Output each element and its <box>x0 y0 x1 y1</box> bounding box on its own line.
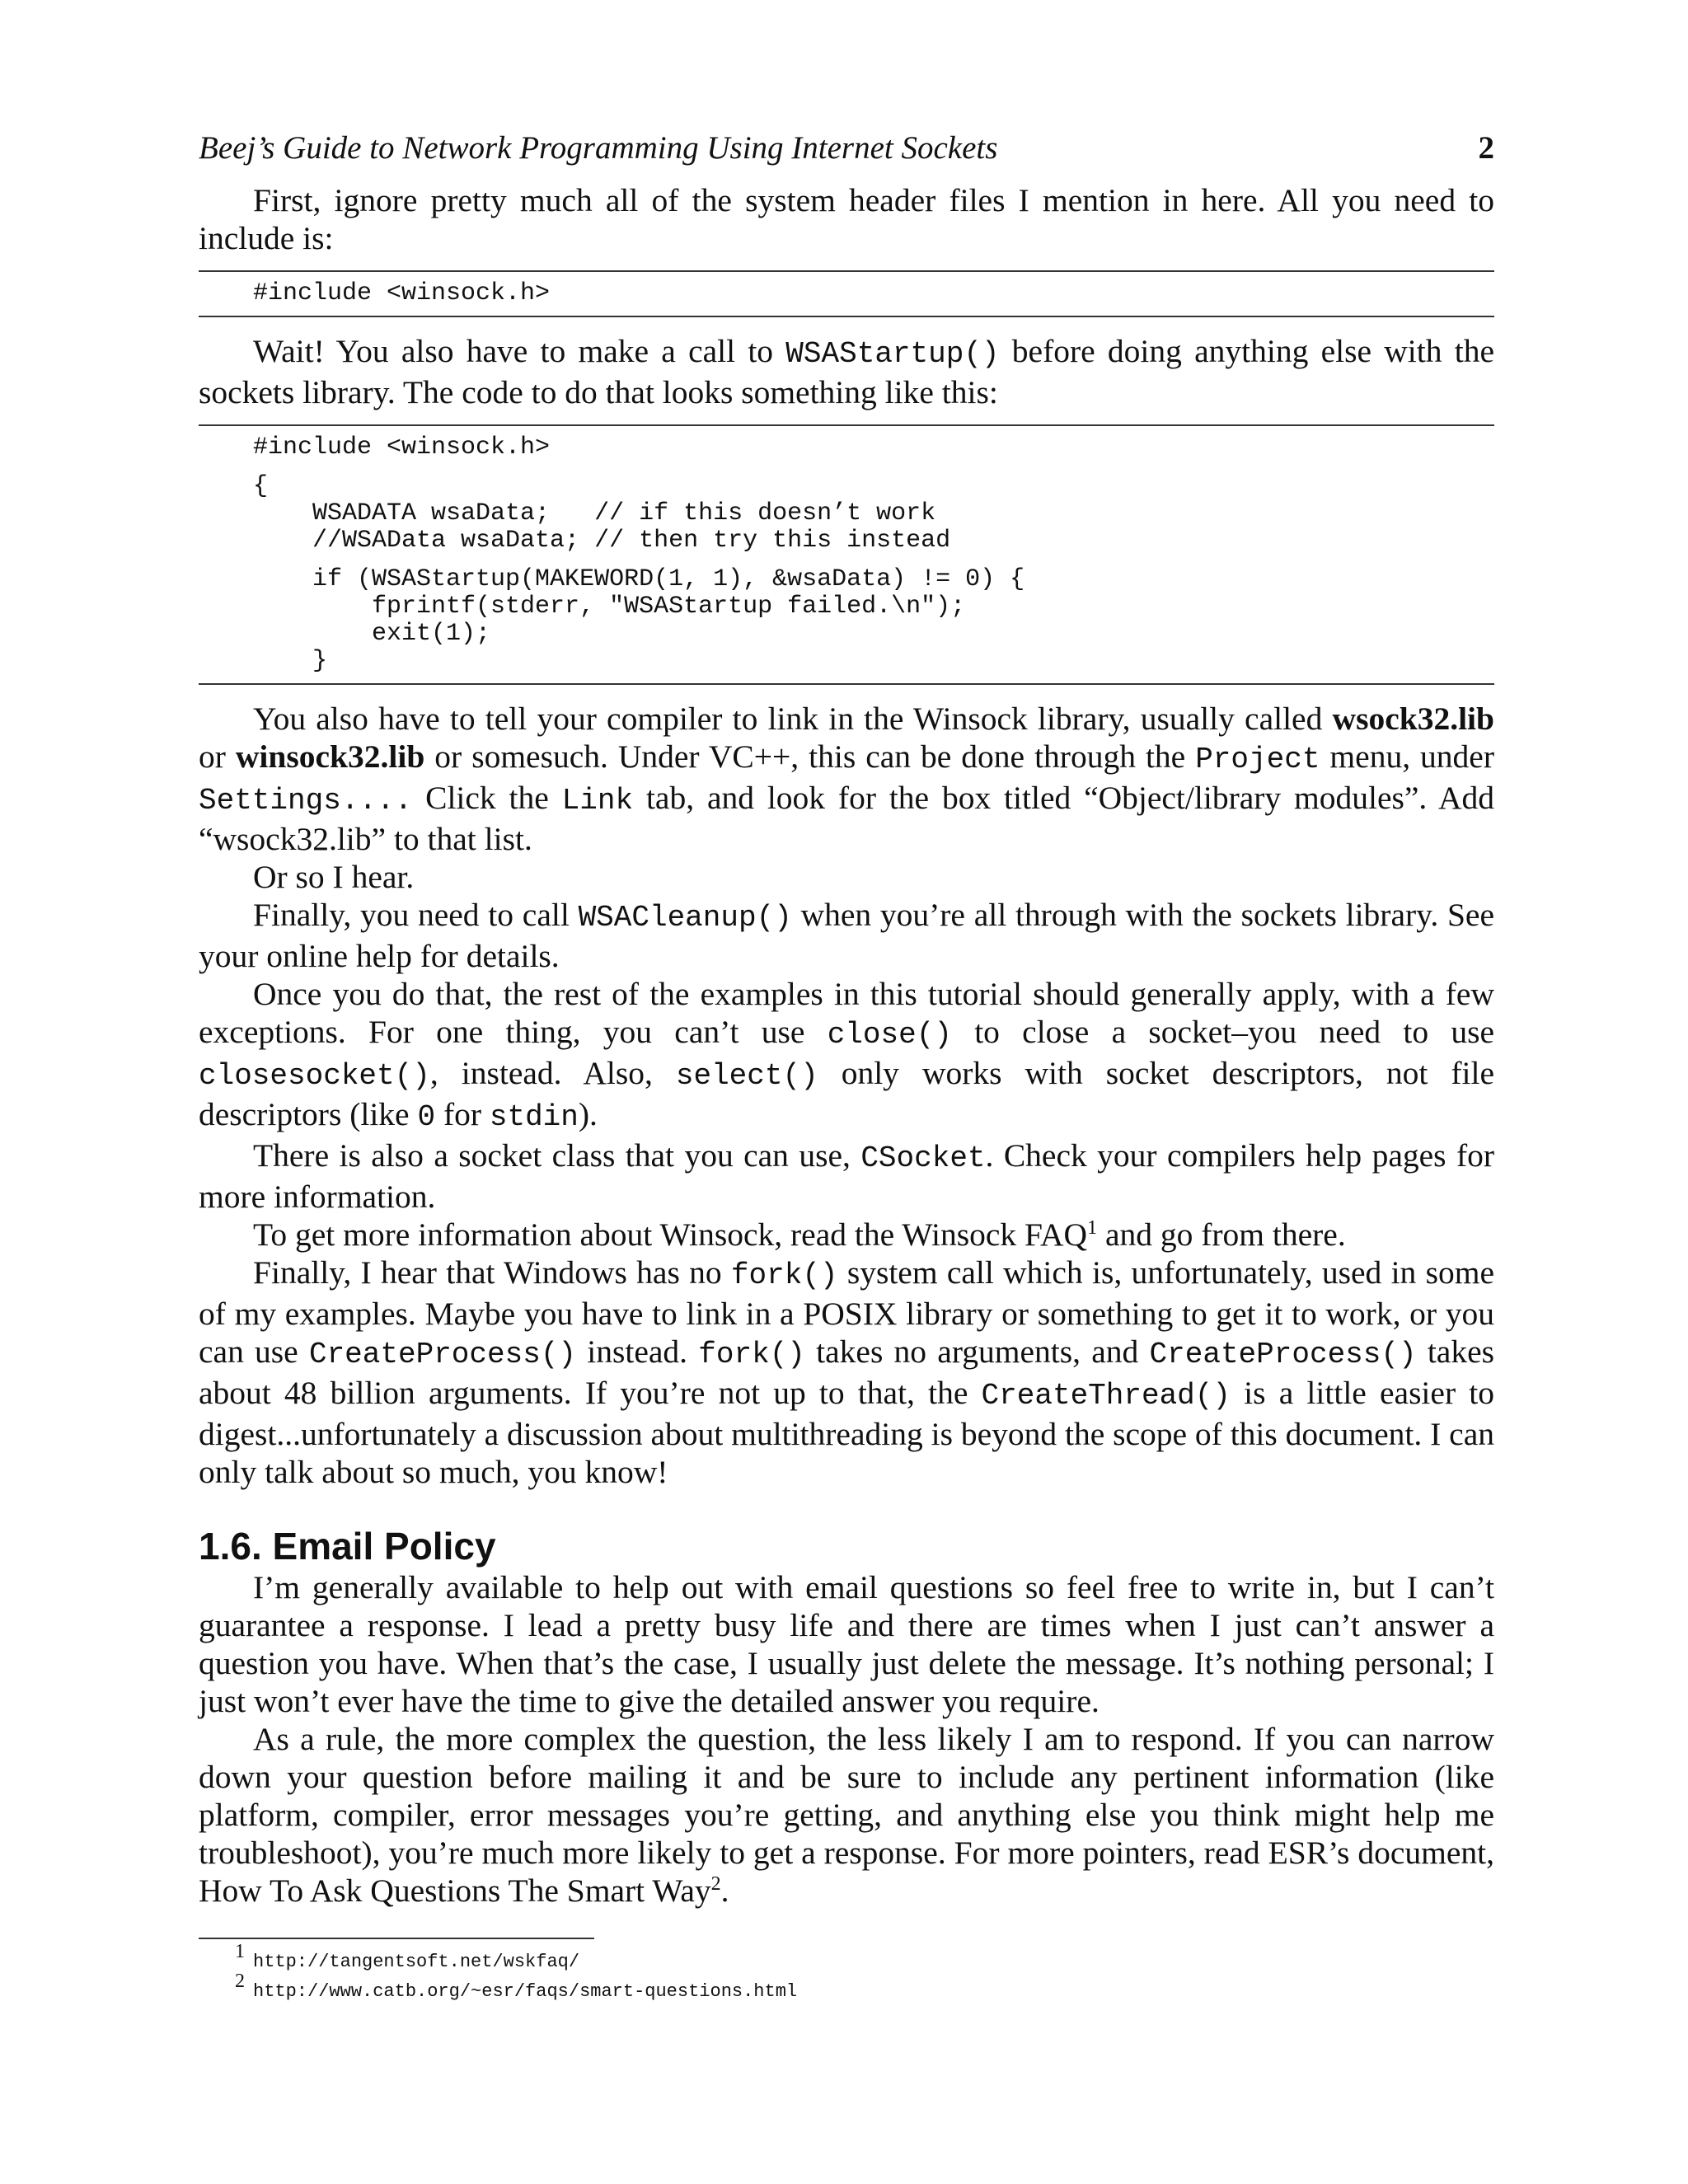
inline-code: select() <box>675 1059 818 1093</box>
footnote-item <box>199 1941 1494 1977</box>
footnote-marker[interactable]: 2 <box>710 1873 721 1895</box>
code-segment: if (WSAStartup(MAKEWORD(1, 1), &wsaData) != 0) { fprintf(stderr, "WSAStartup failed.\n"); exit(1); } <box>312 565 1025 675</box>
code-segment: #include <winsock.h> <box>253 434 551 462</box>
inline-code: CreateProcess() <box>1149 1338 1417 1371</box>
page-number: 2 <box>1478 130 1494 166</box>
footnote-link[interactable]: http://www.catb.org/~esr/faqs/smart-questions.html <box>253 1981 798 2002</box>
footnote-marker[interactable]: 1 <box>1087 1217 1098 1239</box>
inline-code: WSACleanup() <box>578 901 792 935</box>
inline-code: fork() <box>698 1338 805 1371</box>
code-block-include <box>199 270 1494 317</box>
inline-code: fork() <box>730 1258 838 1292</box>
footnote-number: 2 <box>235 1971 245 1992</box>
footnote-number: 1 <box>235 1941 245 1962</box>
inline-code: stdin <box>489 1100 579 1134</box>
footnote-link[interactable]: http://tangentsoft.net/wskfaq/ <box>253 1952 580 1972</box>
running-header <box>199 124 1494 181</box>
section-heading: 1.6. Email Policy <box>199 1525 496 1568</box>
bold-term: wsock32.lib <box>1332 701 1494 737</box>
code-line: #include <winsock.h> <box>253 279 551 307</box>
inline-code: CreateProcess() <box>308 1338 577 1371</box>
paragraph-or-so: Or so I hear. <box>253 859 415 895</box>
inline-code: close() <box>827 1018 952 1052</box>
footnotes <box>199 1941 1494 2007</box>
inline-code: Link <box>561 784 634 818</box>
inline-code: Settings.... <box>199 784 413 818</box>
footnote-item <box>199 1971 1494 2007</box>
inline-code: CSocket <box>860 1141 986 1175</box>
inline-code: WSAStartup() <box>785 337 1000 371</box>
paragraph-link-library: You also have to tell your compiler to link in the Winsock library, usually called wsock32.lib or winsock32.lib or somesuch. Under VC++, this can be done through the Project menu, under Settings.... Click the Link tab, and look for the box titled “Object/library modules”. Add “wsock32.lib” to that list. <box>199 701 1494 857</box>
paragraph-email-rule: As a rule, the more complex the question, the less likely I am to respond. If you can narrow down your question before mailing it and be sure to include any pertinent information (like platform, compiler, error messages you’re getting, and anything else you think might help me troubleshoot), you’re much more likely to get a response. For more pointers, read ESR’s document, How To Ask Questions The Smart Way$^2$. <box>199 1721 1494 1909</box>
inline-code: CreateThread() <box>981 1379 1231 1413</box>
footnote-divider <box>199 1938 594 1939</box>
paragraph-csocket: There is also a socket class that you can use, CSocket. Check your compilers help pages for more information. <box>199 1137 1495 1215</box>
document-page <box>199 124 1494 2007</box>
paragraph-email-availability: I’m generally available to help out with email questions so feel free to write in, but I can’t guarantee a response. I lead a pretty busy life and there are times when I just can’t answer a question you have. When that’s the case, I usually just delete the message. It’s nothing personal; I just won’t ever have the time to give the detailed answer you require. <box>199 1569 1494 1719</box>
paragraph-faq: To get more information about Winsock, read the Winsock FAQ$^1$ and go from there. <box>253 1216 1346 1253</box>
paragraph-exceptions: Once you do that, the rest of the examples in this tutorial should generally apply, with a few exceptions. For one thing, you can’t use close() to close a socket–you need to use closesocket(), instead. Also, select() only works with socket descriptors, not file descriptors (like 0 for stdin). <box>199 976 1494 1134</box>
code-block-wsastartup <box>199 424 1494 685</box>
inline-code: Project <box>1195 743 1320 776</box>
inline-code: closesocket() <box>199 1059 430 1093</box>
header-title: Beej’s Guide to Network Programming Using Internet Sockets <box>199 130 998 166</box>
bold-term: winsock32.lib <box>235 738 425 775</box>
paragraph-wsastartup: Wait! You also have to make a call to WSAStartup() before doing anything else with the sockets library. The code to do that looks something like this: <box>199 333 1494 410</box>
paragraph-fork: Finally, I hear that Windows has no fork() system call which is, unfortunately, used in some of my examples. Maybe you have to link in a POSIX library or something to get it to work, or you can use CreateProcess() instead. fork() takes no arguments, and CreateProcess() takes about 48 billion arguments. If you’re not up to that, the CreateThread() is a little easier to digest...unfortunately a discussion about multithreading is beyond the scope of this document. I can only talk about so much, you know! <box>199 1254 1495 1490</box>
paragraph-cleanup: Finally, you need to call WSACleanup() when you’re all through with the sockets library. See your online help for details. <box>199 897 1494 974</box>
code-segment: { WSADATA wsaData; // if this doesn’t work //WSAData wsaData; // then try this instead <box>253 472 951 555</box>
paragraph-headers: First, ignore pretty much all of the system header files I mention in here. All you need to include is: <box>199 182 1494 256</box>
inline-code: 0 <box>417 1100 436 1134</box>
